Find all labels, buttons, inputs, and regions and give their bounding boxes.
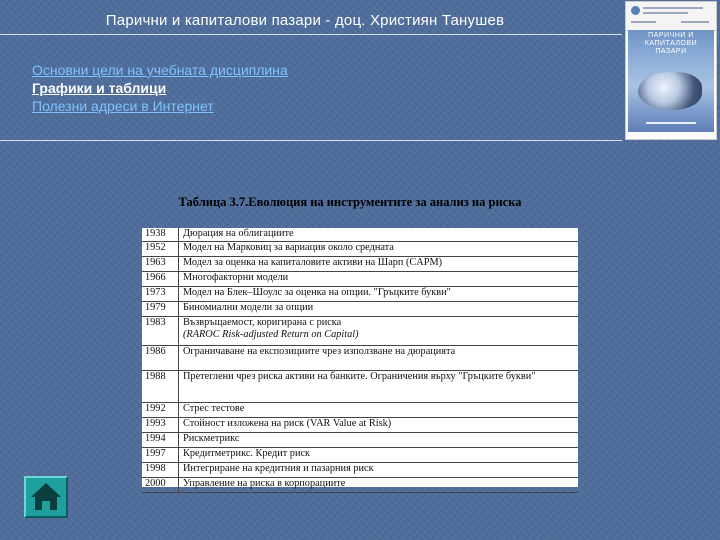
book-cover-header (626, 2, 716, 31)
book-cover-illustration (638, 72, 702, 110)
table-row (142, 302, 578, 317)
table-row (142, 433, 578, 448)
year-cell: 1992 (142, 403, 179, 418)
description-cell: Стрес тестове (179, 403, 579, 418)
nav-link-internet-addresses[interactable]: Полезни адреси в Интернет (32, 98, 214, 114)
description-cell: Стойност изложена на риск (VAR Value at Risk) (179, 418, 579, 433)
year-cell: 1993 (142, 418, 179, 433)
year-cell: 1998 (142, 463, 179, 478)
year-cell: 2000 (142, 478, 179, 493)
year-cell: 1979 (142, 302, 179, 317)
table-row (142, 242, 578, 257)
year-cell: 1966 (142, 272, 179, 287)
year-cell: 1973 (142, 287, 179, 302)
table-row (142, 478, 578, 493)
description-cell: Биномиални модели за опции (179, 302, 579, 317)
table-row (142, 257, 578, 272)
year-cell: 1983 (142, 317, 179, 346)
year-cell: 1938 (142, 228, 179, 242)
nav-link-course-goals[interactable]: Основни цели на учебната дисциплина (32, 62, 288, 78)
year-cell: 1963 (142, 257, 179, 272)
description-cell: Интегриране на кредитния и пазарния риск (179, 463, 579, 478)
description-cell: Управление на риска в корпорациите (179, 478, 579, 493)
year-cell: 1952 (142, 242, 179, 257)
table-row (142, 463, 578, 478)
description-cell: Модел на Блек–Шоулс за оценка на опции. "Гръцките букви" (179, 287, 579, 302)
nav-links (32, 61, 288, 115)
year-cell: 1997 (142, 448, 179, 463)
table-row (142, 346, 578, 371)
table-row (142, 418, 578, 433)
description-line: Възвръщаемост, коригирана с риска (183, 317, 342, 328)
year-cell: 1994 (142, 433, 179, 448)
description-line-2: (RAROC Risk-adjusted Return on Capital) (183, 329, 359, 340)
year-cell: 1988 (142, 371, 179, 403)
book-cover-title: ПАРИЧНИ И КАПИТАЛОВИ ПАЗАРИ (644, 32, 698, 55)
nav-link-charts-tables[interactable]: Графики и таблици (32, 80, 167, 96)
table-row (142, 287, 578, 302)
table-row (142, 403, 578, 418)
publisher-logo-icon (631, 6, 640, 15)
description-cell: Модел за оценка на капиталовите активи на Шарп (CAPM) (179, 257, 579, 272)
description-cell: Модел на Марковиц за вариация около средната (179, 242, 579, 257)
description-cell: Многофакторни модели (179, 272, 579, 287)
description-cell: Кредитметрикс. Кредит риск (179, 448, 579, 463)
table-row (142, 272, 578, 287)
book-cover-footer (646, 122, 696, 124)
table-row (142, 371, 578, 403)
description-cell: Дюрация на облигациите (179, 228, 579, 242)
description-cell: Претеглени чрез риска активи на банките. Ограничения върху "Гръцките букви" (179, 371, 579, 403)
nav-divider (0, 140, 622, 141)
table-caption: Таблица 3.7.Еволюция на инструментите за анализ на риска (178, 195, 522, 209)
table-row (142, 317, 578, 346)
table-row (142, 228, 578, 242)
book-cover-image (625, 1, 717, 140)
description-cell: Рискметрикс (179, 433, 579, 448)
year-cell: 1986 (142, 346, 179, 371)
home-icon (26, 478, 66, 516)
home-button[interactable] (24, 476, 68, 518)
header-divider (0, 34, 622, 35)
description-cell: Ограничаване на експозициите чрез използване на дюрацията (179, 346, 579, 371)
page-title: Парични и капиталови пазари - доц. Християн Танушев (105, 12, 505, 29)
table-row (142, 448, 578, 463)
description-cell (179, 317, 579, 346)
risk-tools-table (142, 228, 578, 487)
